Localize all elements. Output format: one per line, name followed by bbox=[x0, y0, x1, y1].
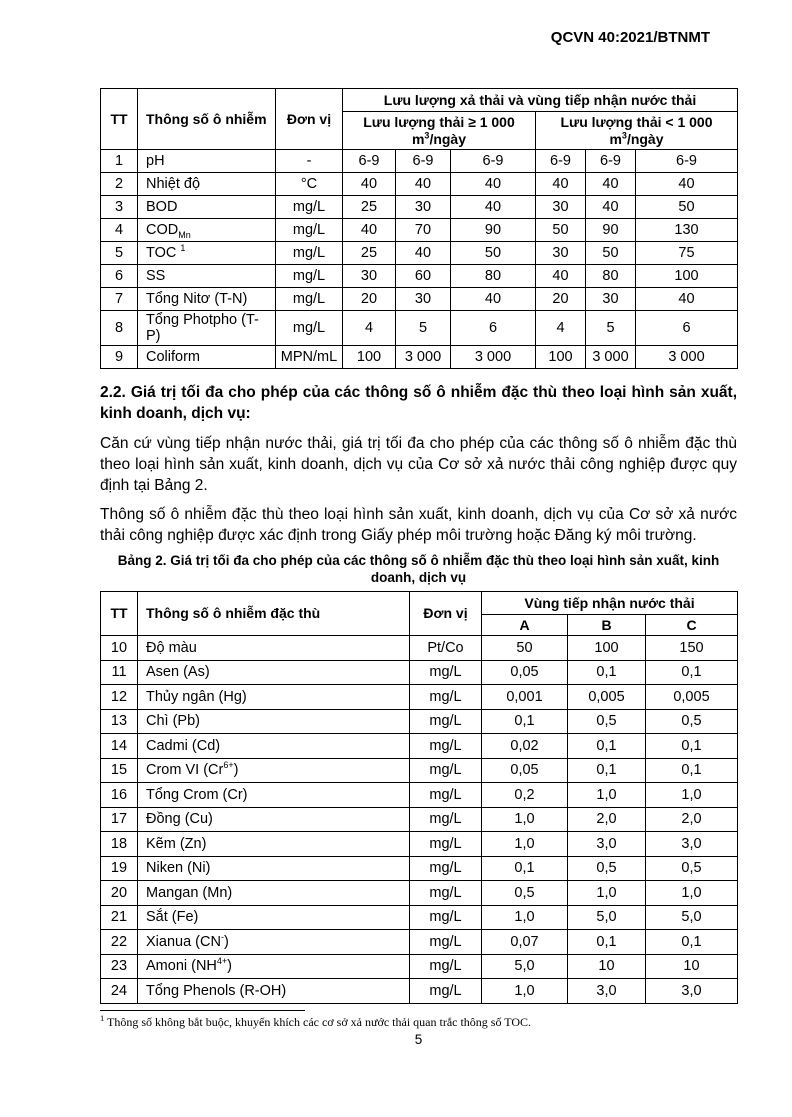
footnote bbox=[100, 1012, 737, 1030]
t2-header-unit: Đơn vị bbox=[410, 592, 482, 636]
t2-cell-unit: mg/L bbox=[410, 709, 482, 734]
t2-cell-tt: 21 bbox=[101, 905, 138, 930]
t2-cell-value: 0,5 bbox=[646, 709, 738, 734]
t1-cell-param: Nhiệt độ bbox=[138, 173, 276, 196]
t2-cell-value: 1,0 bbox=[568, 783, 646, 808]
t2-cell-value: 0,02 bbox=[482, 734, 568, 759]
t1-header-tt: TT bbox=[101, 89, 138, 150]
t1-cell-value: 100 bbox=[536, 346, 586, 369]
paragraph-1: Căn cứ vùng tiếp nhận nước thải, giá trị tối đa cho phép của các thông số ô nhiễm đặc thù theo loại hình sản xuất, kinh doanh, dịch vụ của Cơ sở xả nước thải công nghiệp được quy định tại Bảng 2. bbox=[100, 435, 737, 494]
t1-cell-param: BOD bbox=[138, 196, 276, 219]
t1-cell-value: 30 bbox=[536, 196, 586, 219]
t1-header-unit: Đơn vị bbox=[276, 89, 343, 150]
t2-cell-param: Tổng Crom (Cr) bbox=[138, 783, 410, 808]
t2-cell-value: 0,1 bbox=[482, 709, 568, 734]
t1-subheader-lt-1000-m: m bbox=[609, 130, 622, 147]
footnote-separator bbox=[100, 1010, 305, 1011]
t1-cell-value: 40 bbox=[636, 288, 738, 311]
t2-row bbox=[101, 636, 738, 661]
t1-cell-value: 130 bbox=[636, 219, 738, 242]
t1-cell-unit: mg/L bbox=[276, 196, 343, 219]
t1-cell-value: 75 bbox=[636, 242, 738, 265]
t2-cell-tt: 10 bbox=[101, 636, 138, 661]
t2-cell-unit: Pt/Co bbox=[410, 636, 482, 661]
t2-cell-value: 5,0 bbox=[482, 954, 568, 979]
t1-cell-param: Tổng Nitơ (T-N) bbox=[138, 288, 276, 311]
t2-header-param: Thông số ô nhiễm đặc thù bbox=[138, 592, 410, 636]
t1-cell-value: 3 000 bbox=[636, 346, 738, 369]
t2-cell-value: 50 bbox=[482, 636, 568, 661]
t2-cell-value: 0,001 bbox=[482, 685, 568, 710]
t2-cell-unit: mg/L bbox=[410, 979, 482, 1004]
t2-cell-param: Tổng Phenols (R-OH) bbox=[138, 979, 410, 1004]
t1-cell-unit: mg/L bbox=[276, 265, 343, 288]
t1-cell-value: 4 bbox=[343, 311, 396, 346]
t1-cell-unit: mg/L bbox=[276, 288, 343, 311]
t1-cell-value: 90 bbox=[586, 219, 636, 242]
table-1-header bbox=[101, 89, 738, 150]
t2-cell-tt: 20 bbox=[101, 881, 138, 906]
t2-cell-tt: 16 bbox=[101, 783, 138, 808]
t1-cell-tt: 7 bbox=[101, 288, 138, 311]
t2-cell-value: 0,05 bbox=[482, 660, 568, 685]
t1-cell-unit: °C bbox=[276, 173, 343, 196]
t2-cell-tt: 24 bbox=[101, 979, 138, 1004]
t2-cell-value: 3,0 bbox=[568, 979, 646, 1004]
t2-header-group: Vùng tiếp nhận nước thải bbox=[482, 592, 738, 615]
t2-cell-value: 0,1 bbox=[646, 734, 738, 759]
t1-cell-param: $COD_{Mn}$ bbox=[138, 219, 276, 242]
t2-row bbox=[101, 685, 738, 710]
t2-cell-param: Crom VI $(Cr^{6+})$ bbox=[138, 758, 410, 783]
t1-header-param: Thông số ô nhiễm bbox=[138, 89, 276, 150]
t1-cell-unit: mg/L bbox=[276, 242, 343, 265]
t2-cell-value: 1,0 bbox=[646, 881, 738, 906]
t1-cell-unit: mg/L bbox=[276, 219, 343, 242]
t2-cell-value: 1,0 bbox=[482, 832, 568, 857]
t2-cell-value: 1,0 bbox=[482, 905, 568, 930]
t1-subheader-lt-1000-rest: /ngày bbox=[626, 130, 664, 147]
t1-cell-value: 3 000 bbox=[396, 346, 451, 369]
t2-row bbox=[101, 856, 738, 881]
t2-cell-tt: 22 bbox=[101, 930, 138, 955]
t1-cell-value: 3 000 bbox=[451, 346, 536, 369]
t2-cell-value: 1,0 bbox=[482, 807, 568, 832]
t2-cell-param: Asen (As) bbox=[138, 660, 410, 685]
t1-cell-value: 100 bbox=[636, 265, 738, 288]
t2-header-zone-b: B bbox=[568, 615, 646, 636]
t1-cell-value: 40 bbox=[536, 173, 586, 196]
t2-cell-value: 100 bbox=[568, 636, 646, 661]
t2-cell-unit: mg/L bbox=[410, 685, 482, 710]
t2-cell-param: Xianua (CN-) bbox=[138, 930, 410, 955]
t1-row bbox=[101, 242, 738, 265]
t2-cell-unit: mg/L bbox=[410, 832, 482, 857]
t2-cell-param: Mangan (Mn) bbox=[138, 881, 410, 906]
t1-cell-value: 6 bbox=[451, 311, 536, 346]
t2-cell-value: 0,5 bbox=[568, 709, 646, 734]
t2-cell-unit: mg/L bbox=[410, 930, 482, 955]
t2-cell-param: Amoni $(NH^{4+})$ bbox=[138, 954, 410, 979]
t1-cell-value: 80 bbox=[451, 265, 536, 288]
t1-cell-param: TOC $^1$ bbox=[138, 242, 276, 265]
t2-cell-value: 10 bbox=[568, 954, 646, 979]
t1-subheader-ge-1000-m: m bbox=[411, 130, 425, 147]
t1-cell-value: 30 bbox=[586, 288, 636, 311]
table-1-general-parameters bbox=[100, 88, 738, 369]
t1-cell-unit: mg/L bbox=[276, 311, 343, 346]
t2-row bbox=[101, 979, 738, 1004]
t1-cell-value: 3 000 bbox=[586, 346, 636, 369]
t2-row bbox=[101, 758, 738, 783]
t2-cell-value: 0,5 bbox=[646, 856, 738, 881]
t2-cell-value: 0,1 bbox=[646, 930, 738, 955]
t2-cell-value: 2,0 bbox=[646, 807, 738, 832]
t1-subheader-lt-1000-line1: Lưu lượng thải < 1 000 bbox=[560, 113, 713, 130]
t2-cell-value: 0,1 bbox=[568, 758, 646, 783]
t2-row bbox=[101, 954, 738, 979]
t1-header-group: Lưu lượng xả thải và vùng tiếp nhận nước thải bbox=[343, 89, 738, 112]
t1-cell-tt: 5 bbox=[101, 242, 138, 265]
t1-cell-value: 40 bbox=[396, 242, 451, 265]
t1-cell-tt: 4 bbox=[101, 219, 138, 242]
t1-cell-value: 25 bbox=[343, 196, 396, 219]
t2-cell-value: 0,005 bbox=[646, 685, 738, 710]
t1-cell-value: 40 bbox=[451, 288, 536, 311]
t2-cell-unit: mg/L bbox=[410, 660, 482, 685]
t1-cell-value: 30 bbox=[343, 265, 396, 288]
t1-row bbox=[101, 311, 738, 346]
t2-cell-value: 2,0 bbox=[568, 807, 646, 832]
t2-cell-unit: mg/L bbox=[410, 783, 482, 808]
t2-cell-value: 3,0 bbox=[568, 832, 646, 857]
t2-cell-param: Cadmi (Cd) bbox=[138, 734, 410, 759]
t1-cell-tt: 8 bbox=[101, 311, 138, 346]
t2-cell-unit: mg/L bbox=[410, 758, 482, 783]
t2-cell-value: 0,005 bbox=[568, 685, 646, 710]
t2-cell-value: 1,0 bbox=[568, 881, 646, 906]
t2-cell-unit: mg/L bbox=[410, 856, 482, 881]
t1-cell-value: 40 bbox=[343, 219, 396, 242]
t1-cell-value: 40 bbox=[343, 173, 396, 196]
t2-row bbox=[101, 905, 738, 930]
t1-cell-value: 40 bbox=[396, 173, 451, 196]
t2-row bbox=[101, 783, 738, 808]
t1-cell-value: 6-9 bbox=[586, 150, 636, 173]
t2-cell-value: 5,0 bbox=[568, 905, 646, 930]
t2-cell-value: 0,2 bbox=[482, 783, 568, 808]
t2-cell-value: 0,07 bbox=[482, 930, 568, 955]
footnote-text: Thông số không bắt buộc, khuyến khích các cơ sở xả nước thải quan trắc thông số TOC. bbox=[104, 1014, 532, 1029]
t1-row bbox=[101, 173, 738, 196]
t1-cell-param: Tổng Photpho (T-P) bbox=[138, 311, 276, 346]
t1-cell-value: 25 bbox=[343, 242, 396, 265]
t2-cell-tt: 13 bbox=[101, 709, 138, 734]
t1-cell-value: 50 bbox=[586, 242, 636, 265]
t1-row bbox=[101, 265, 738, 288]
t1-cell-tt: 6 bbox=[101, 265, 138, 288]
t2-cell-value: 0,5 bbox=[482, 881, 568, 906]
paragraph-2: Thông số ô nhiễm đặc thù theo loại hình sản xuất, kinh doanh, dịch vụ của Cơ sở xả nước thải công nghiệp được xác định trong Giấy phép môi trường hoặc Đăng ký môi trường. bbox=[100, 506, 737, 544]
t1-cell-tt: 1 bbox=[101, 150, 138, 173]
t2-cell-value: 0,5 bbox=[568, 856, 646, 881]
t2-row bbox=[101, 660, 738, 685]
t2-cell-unit: mg/L bbox=[410, 881, 482, 906]
t1-subheader-lt-1000 bbox=[536, 112, 738, 150]
t2-cell-value: 0,1 bbox=[568, 660, 646, 685]
table-2-caption: Bảng 2. Giá trị tối đa cho phép của các thông số ô nhiễm đặc thù theo loại hình sản xuất, kinh doanh, dịch vụ bbox=[117, 553, 720, 585]
t1-cell-value: 6-9 bbox=[536, 150, 586, 173]
t2-header-tt: TT bbox=[101, 592, 138, 636]
t2-row bbox=[101, 734, 738, 759]
page-number: 5 bbox=[414, 1031, 423, 1047]
t1-cell-value: 40 bbox=[536, 265, 586, 288]
t1-cell-value: 40 bbox=[451, 173, 536, 196]
t1-cell-value: 6-9 bbox=[636, 150, 738, 173]
t1-row bbox=[101, 196, 738, 219]
section-heading: 2.2. Giá trị tối đa cho phép của các thông số ô nhiễm đặc thù theo loại hình sản xuất, kinh doanh, dịch vụ: bbox=[100, 384, 737, 422]
t1-cell-value: 50 bbox=[451, 242, 536, 265]
t1-cell-value: 50 bbox=[536, 219, 586, 242]
t2-row bbox=[101, 881, 738, 906]
t2-cell-value: 0,1 bbox=[646, 758, 738, 783]
t2-cell-tt: 12 bbox=[101, 685, 138, 710]
t2-cell-value: 0,1 bbox=[568, 930, 646, 955]
t1-cell-value: 5 bbox=[396, 311, 451, 346]
t2-cell-tt: 15 bbox=[101, 758, 138, 783]
t1-cell-unit: MPN/mL bbox=[276, 346, 343, 369]
t2-cell-value: 0,1 bbox=[482, 856, 568, 881]
t2-header-zone-a: A bbox=[482, 615, 568, 636]
t1-cell-value: 40 bbox=[586, 196, 636, 219]
t2-cell-param: Đồng (Cu) bbox=[138, 807, 410, 832]
t1-cell-value: 30 bbox=[396, 288, 451, 311]
t2-cell-unit: mg/L bbox=[410, 905, 482, 930]
t2-cell-tt: 18 bbox=[101, 832, 138, 857]
t2-cell-param: Kẽm (Zn) bbox=[138, 832, 410, 857]
t2-cell-param: Sắt (Fe) bbox=[138, 905, 410, 930]
t2-cell-param: Thủy ngân (Hg) bbox=[138, 685, 410, 710]
table-1-body bbox=[101, 150, 738, 369]
t1-row bbox=[101, 346, 738, 369]
t2-cell-unit: mg/L bbox=[410, 807, 482, 832]
t2-cell-value: 10 bbox=[646, 954, 738, 979]
t2-cell-tt: 23 bbox=[101, 954, 138, 979]
t2-cell-value: 3,0 bbox=[646, 979, 738, 1004]
t1-subheader-ge-1000 bbox=[343, 112, 536, 150]
t1-cell-value: 40 bbox=[586, 173, 636, 196]
t1-cell-tt: 3 bbox=[101, 196, 138, 219]
t2-row bbox=[101, 807, 738, 832]
t2-cell-param: Niken (Ni) bbox=[138, 856, 410, 881]
t1-cell-value: 80 bbox=[586, 265, 636, 288]
t1-cell-value: 6-9 bbox=[343, 150, 396, 173]
t1-cell-value: 4 bbox=[536, 311, 586, 346]
t1-cell-param: pH bbox=[138, 150, 276, 173]
t1-cell-tt: 9 bbox=[101, 346, 138, 369]
t2-row bbox=[101, 930, 738, 955]
t1-cell-value: 90 bbox=[451, 219, 536, 242]
t2-cell-value: 0,1 bbox=[646, 660, 738, 685]
t1-subheader-ge-1000-line1: Lưu lượng thải ≥ 1 000 bbox=[363, 113, 515, 130]
t2-cell-param: Chì (Pb) bbox=[138, 709, 410, 734]
t1-cell-value: 6-9 bbox=[396, 150, 451, 173]
t2-cell-tt: 19 bbox=[101, 856, 138, 881]
t1-subheader-lt-1000-sup: 3 bbox=[621, 129, 627, 140]
t2-cell-value: 0,1 bbox=[568, 734, 646, 759]
t2-row bbox=[101, 709, 738, 734]
t1-cell-value: 5 bbox=[586, 311, 636, 346]
t2-cell-value: 0,05 bbox=[482, 758, 568, 783]
t1-cell-value: 30 bbox=[396, 196, 451, 219]
table-2-specific-parameters bbox=[100, 591, 738, 1004]
t1-cell-value: 100 bbox=[343, 346, 396, 369]
t2-cell-value: 150 bbox=[646, 636, 738, 661]
table-2-body bbox=[101, 636, 738, 1004]
t2-cell-param: Độ màu bbox=[138, 636, 410, 661]
t1-subheader-ge-1000-sup: 3 bbox=[424, 129, 430, 140]
t1-cell-tt: 2 bbox=[101, 173, 138, 196]
t1-cell-value: 40 bbox=[636, 173, 738, 196]
t1-cell-param: Coliform bbox=[138, 346, 276, 369]
t2-cell-unit: mg/L bbox=[410, 734, 482, 759]
t2-row bbox=[101, 832, 738, 857]
t1-cell-value: 60 bbox=[396, 265, 451, 288]
t1-row bbox=[101, 150, 738, 173]
t1-cell-value: 20 bbox=[343, 288, 396, 311]
t2-cell-tt: 11 bbox=[101, 660, 138, 685]
t1-cell-value: 6-9 bbox=[451, 150, 536, 173]
t2-cell-unit: mg/L bbox=[410, 954, 482, 979]
t1-cell-value: 70 bbox=[396, 219, 451, 242]
t2-cell-value: 3,0 bbox=[646, 832, 738, 857]
t2-cell-tt: 14 bbox=[101, 734, 138, 759]
t1-row bbox=[101, 288, 738, 311]
t2-cell-value: 1,0 bbox=[646, 783, 738, 808]
t2-cell-value: 1,0 bbox=[482, 979, 568, 1004]
t2-cell-tt: 17 bbox=[101, 807, 138, 832]
t1-subheader-ge-1000-rest: /ngày bbox=[429, 130, 467, 147]
footnote-block bbox=[100, 1010, 737, 1030]
table-2-header bbox=[101, 592, 738, 636]
t2-header-zone-c: C bbox=[646, 615, 738, 636]
t1-row bbox=[101, 219, 738, 242]
t1-cell-param: SS bbox=[138, 265, 276, 288]
t1-cell-value: 6 bbox=[636, 311, 738, 346]
doc-header: QCVN 40:2021/BTNMT bbox=[550, 29, 710, 46]
t1-cell-value: 40 bbox=[451, 196, 536, 219]
t1-cell-unit: - bbox=[276, 150, 343, 173]
footnote-marker: 1 bbox=[100, 1012, 105, 1023]
t1-cell-value: 20 bbox=[536, 288, 586, 311]
t1-cell-value: 30 bbox=[536, 242, 586, 265]
t2-cell-value: 5,0 bbox=[646, 905, 738, 930]
t1-cell-value: 50 bbox=[636, 196, 738, 219]
